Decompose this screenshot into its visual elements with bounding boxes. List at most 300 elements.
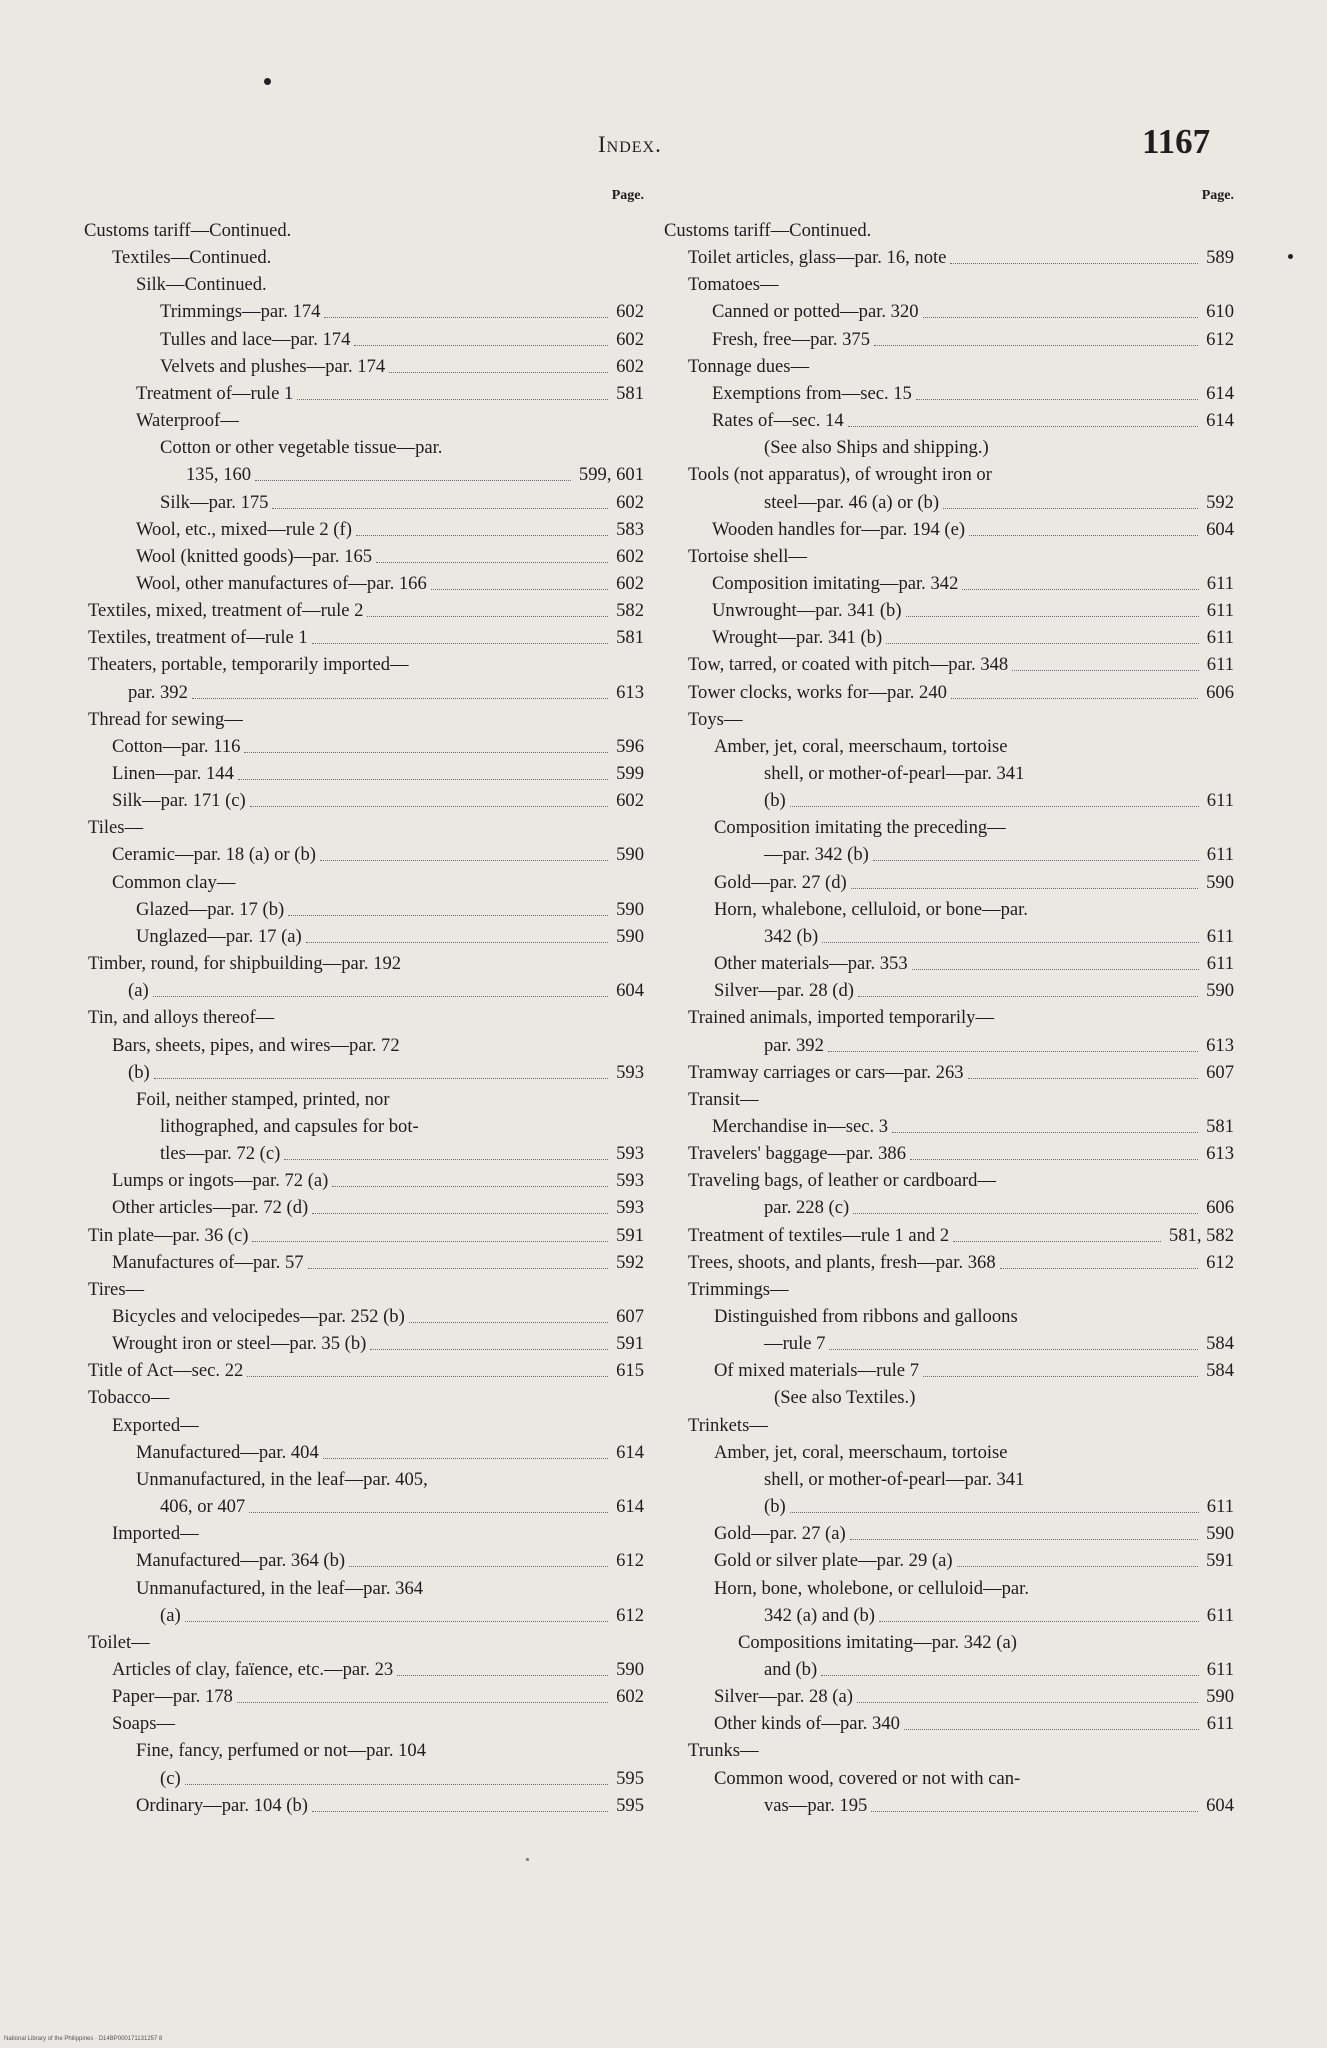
entry-text: Bicycles and velocipedes—par. 252 (b) <box>112 1306 405 1327</box>
entry-text: Silk—par. 175 <box>160 491 269 513</box>
entry-text: Tools (not apparatus), of wrought iron or <box>688 464 992 486</box>
index-entry <box>84 1440 644 1466</box>
index-entry <box>84 1087 644 1113</box>
entry-text: Tin, and alloys thereof— <box>88 1007 275 1029</box>
dot-leader <box>370 1349 608 1350</box>
entry-text: Wool, etc., mixed—rule 2 (f) <box>136 518 352 540</box>
entry-text: Linen—par. 144 <box>112 763 234 784</box>
dot-leader <box>154 1078 608 1079</box>
entry-page-number: 611 <box>1206 1604 1234 1626</box>
dot-leader <box>376 562 608 563</box>
index-entry <box>664 1657 1234 1683</box>
dot-leader <box>951 698 1198 699</box>
entry-text: Fine, fancy, perfumed or not—par. 104 <box>136 1740 427 1762</box>
index-entry <box>664 652 1234 678</box>
entry-page-number: 590 <box>616 898 644 920</box>
entry-text: Toilet— <box>88 1631 150 1653</box>
entry-page-number: 612 <box>616 1550 644 1572</box>
entry-text: Merchandise in—sec. 3 <box>712 1115 889 1137</box>
entry-text: par. 392 <box>128 681 188 703</box>
index-entry <box>664 1793 1234 1819</box>
entry-text: par. 228 (c) <box>764 1197 850 1219</box>
entry-text: Silk—Continued. <box>136 274 267 296</box>
entry-text: Ordinary—par. 104 (b) <box>136 1794 308 1816</box>
index-entry <box>664 327 1234 353</box>
index-entry <box>664 1304 1234 1330</box>
entry-text: Wrought iron or steel—par. 35 (b) <box>112 1333 367 1355</box>
stray-dot-mark <box>1288 254 1293 259</box>
entry-page-number: 610 <box>1206 301 1234 323</box>
entry-page-number: 602 <box>616 301 644 323</box>
entry-text: Composition imitating the preceding— <box>714 817 1006 839</box>
index-entry <box>664 1684 1234 1710</box>
dot-leader <box>349 1566 608 1567</box>
entry-text: Horn, bone, wholebone, or celluloid—par. <box>714 1577 1029 1599</box>
dot-leader <box>185 1784 608 1785</box>
entry-page-number: 595 <box>616 1767 644 1789</box>
entry-text: Unwrought—par. 341 (b) <box>712 600 902 622</box>
dot-leader <box>323 1458 608 1459</box>
entry-page-number: 611 <box>1206 925 1234 947</box>
entry-page-number: 614 <box>616 1441 644 1463</box>
dot-leader <box>886 643 1199 644</box>
entry-text: Tramway carriages or cars—par. 263 <box>688 1061 964 1083</box>
index-entry <box>84 788 644 814</box>
index-entry <box>664 1195 1234 1221</box>
index-entry <box>664 1033 1234 1059</box>
dot-leader <box>185 1621 608 1622</box>
entry-text: Foil, neither stamped, printed, nor <box>136 1088 390 1110</box>
index-entry <box>84 707 644 733</box>
dot-leader <box>247 1376 608 1377</box>
entry-page-number: 590 <box>1206 871 1234 893</box>
index-entry <box>664 1576 1234 1602</box>
dot-leader <box>848 426 1198 427</box>
left-page-label: Page. <box>611 188 644 203</box>
entry-text: Tonnage dues— <box>688 355 810 377</box>
index-entry <box>664 870 1234 896</box>
dot-leader <box>850 1539 1198 1540</box>
index-entry <box>84 598 644 624</box>
entry-text: Soaps— <box>112 1713 176 1735</box>
index-entry <box>84 978 644 1004</box>
index-entry <box>664 245 1234 271</box>
index-entry <box>84 1033 644 1059</box>
index-entry <box>84 435 644 461</box>
entry-page-number: 604 <box>616 980 644 1002</box>
dot-leader <box>969 535 1198 536</box>
index-entry <box>664 1358 1234 1384</box>
entry-text: Silver—par. 28 (a) <box>714 1686 853 1708</box>
entry-text: Wooden handles for—par. 194 (e) <box>712 518 966 540</box>
entry-page-number: 606 <box>1206 1197 1234 1219</box>
entry-text: Treatment of—rule 1 <box>136 382 294 404</box>
dot-leader <box>252 1241 608 1242</box>
entry-page-number: 583 <box>616 518 644 540</box>
entry-text: Unmanufactured, in the leaf—par. 405, <box>136 1468 428 1490</box>
entry-text: Canned or potted—par. 320 <box>712 301 919 323</box>
dot-leader <box>857 1702 1198 1703</box>
index-entry <box>664 354 1234 380</box>
dot-leader <box>238 779 608 780</box>
entry-page-number: 590 <box>1206 980 1234 1002</box>
index-entry <box>664 680 1234 706</box>
dot-leader <box>250 806 608 807</box>
index-entry <box>664 1005 1234 1031</box>
index-entry <box>84 272 644 298</box>
entry-page-number: 581, 582 <box>1168 1224 1234 1246</box>
index-entry <box>664 734 1234 760</box>
index-entry <box>84 490 644 516</box>
index-entry <box>84 462 644 488</box>
dot-leader <box>950 263 1198 264</box>
index-entry <box>84 544 644 570</box>
dot-leader <box>153 996 608 997</box>
entry-text: Wrought—par. 341 (b) <box>712 627 883 649</box>
entry-page-number: 613 <box>1206 1034 1234 1056</box>
entry-text: Glazed—par. 17 (b) <box>136 898 285 920</box>
entry-page-number: 591 <box>616 1224 644 1246</box>
entry-text: Trained animals, imported temporarily— <box>688 1007 995 1029</box>
entry-page-number: 593 <box>616 1143 644 1165</box>
dot-leader <box>324 317 608 318</box>
entry-page-number: 611 <box>1206 627 1234 649</box>
entry-text: —par. 342 (b) <box>764 844 869 866</box>
index-entry <box>84 1738 644 1764</box>
index-entry <box>664 924 1234 950</box>
dot-leader <box>904 1729 1199 1730</box>
entry-text: Wool (knitted goods)—par. 165 <box>136 545 373 567</box>
index-entry <box>84 924 644 950</box>
entry-text: Treatment of textiles—rule 1 and 2 <box>688 1224 950 1246</box>
entry-text: Gold—par. 27 (a) <box>714 1523 846 1545</box>
entry-page-number: 607 <box>616 1306 644 1327</box>
index-entry <box>84 327 644 353</box>
entry-text: Lumps or ingots—par. 72 (a) <box>112 1170 329 1192</box>
entry-page-number: 590 <box>616 844 644 866</box>
dot-leader <box>912 969 1199 970</box>
index-entry <box>84 1250 644 1276</box>
index-entry <box>664 435 1234 461</box>
index-entry <box>84 1657 644 1683</box>
entry-text: Unmanufactured, in the leaf—par. 364 <box>136 1577 424 1599</box>
entry-text: Rates of—sec. 14 <box>712 410 844 432</box>
entry-text: (a) <box>160 1604 181 1626</box>
entry-text: Composition imitating—par. 342 <box>712 572 959 594</box>
index-entry <box>664 1413 1234 1439</box>
entry-page-number: 602 <box>616 328 644 350</box>
index-entry <box>664 1548 1234 1574</box>
entry-text: and (b) <box>764 1658 818 1680</box>
entry-page-number: 611 <box>1206 790 1234 812</box>
entry-page-number: 602 <box>616 1686 644 1708</box>
index-entry <box>664 707 1234 733</box>
dot-leader <box>237 1702 608 1703</box>
entry-page-number: 602 <box>616 355 644 377</box>
dot-leader <box>879 1621 1199 1622</box>
entry-text: Unglazed—par. 17 (a) <box>136 925 302 947</box>
entry-text: Trimmings— <box>688 1278 789 1300</box>
dot-leader <box>962 589 1199 590</box>
index-entry <box>664 462 1234 488</box>
entry-text: Imported— <box>112 1523 199 1545</box>
entry-text: (b) <box>764 1496 786 1518</box>
index-entry <box>84 245 644 271</box>
entry-page-number: 611 <box>1206 1658 1234 1680</box>
dot-leader <box>892 1132 1198 1133</box>
entry-text: Amber, jet, coral, meerschaum, tortoise <box>714 1441 1008 1463</box>
entry-page-number: 581 <box>616 627 644 649</box>
dot-leader <box>968 1078 1198 1079</box>
index-entry <box>664 1494 1234 1520</box>
index-entry <box>84 1195 644 1221</box>
entry-page-number: 611 <box>1206 1496 1234 1518</box>
index-entry <box>664 1385 1234 1411</box>
entry-text: vas—par. 195 <box>764 1794 868 1816</box>
entry-text: Textiles, mixed, treatment of—rule 2 <box>88 600 364 622</box>
entry-text: Customs tariff—Continued. <box>664 220 872 241</box>
dot-leader <box>308 1268 608 1269</box>
entry-text: (c) <box>160 1767 181 1789</box>
speck-mark <box>526 1858 529 1861</box>
index-entry <box>664 598 1234 624</box>
entry-page-number: 590 <box>616 925 644 947</box>
entry-page-number: 602 <box>616 491 644 513</box>
index-entry <box>84 354 644 380</box>
index-entry <box>84 1603 644 1629</box>
index-entry <box>664 1738 1234 1764</box>
entry-text: 342 (a) and (b) <box>764 1604 875 1626</box>
entry-text: Manufactures of—par. 57 <box>112 1251 304 1273</box>
entry-text: Cotton—par. 116 <box>112 735 241 757</box>
index-entry <box>664 1603 1234 1629</box>
entry-page-number: 599 <box>616 763 644 784</box>
entry-text: Common clay— <box>112 871 236 893</box>
index-entry <box>84 1711 644 1737</box>
entry-text: Timber, round, for shipbuilding—par. 192 <box>88 953 402 975</box>
index-entry <box>664 517 1234 543</box>
index-entry <box>664 272 1234 298</box>
dot-leader <box>871 1811 1198 1812</box>
index-entry <box>84 1494 644 1520</box>
entry-text: Common wood, covered or not with can- <box>714 1767 1021 1789</box>
entry-text: Toys— <box>688 708 743 730</box>
index-entry <box>664 842 1234 868</box>
entry-page-number: 589 <box>1206 247 1234 269</box>
entry-page-number: 611 <box>1206 572 1234 594</box>
dot-leader <box>873 860 1199 861</box>
index-entry <box>84 1548 644 1574</box>
index-entry <box>84 1467 644 1493</box>
entry-text: 135, 160 <box>186 464 252 486</box>
index-entry <box>84 1576 644 1602</box>
entry-text: Cotton or other vegetable tissue—par. <box>160 437 443 459</box>
entry-text: Compositions imitating—par. 342 (a) <box>738 1631 1017 1653</box>
page-number: 1167 <box>1142 122 1211 161</box>
index-entry <box>664 1440 1234 1466</box>
index-entry <box>664 761 1234 787</box>
entry-page-number: 612 <box>1206 328 1234 350</box>
dot-leader <box>943 508 1198 509</box>
index-entry <box>664 544 1234 570</box>
dot-leader <box>790 1512 1199 1513</box>
entry-page-number: 591 <box>616 1333 644 1355</box>
dot-leader <box>397 1675 608 1676</box>
entry-page-number: 614 <box>616 1496 644 1518</box>
dot-leader <box>389 372 608 373</box>
entry-page-number: 590 <box>1206 1686 1234 1708</box>
dot-leader <box>906 616 1199 617</box>
entry-text: Trimmings—par. 174 <box>160 301 321 323</box>
entry-page-number: 611 <box>1206 953 1234 975</box>
entry-text: Title of Act—sec. 22 <box>88 1360 244 1382</box>
entry-page-number: 607 <box>1206 1061 1234 1083</box>
entry-text: Ceramic—par. 18 (a) or (b) <box>112 844 316 866</box>
entry-text: Other kinds of—par. 340 <box>714 1713 900 1735</box>
entry-text: shell, or mother-of-pearl—par. 341 <box>764 1468 1025 1490</box>
entry-text: Thread for sewing— <box>88 708 243 730</box>
index-entry <box>84 1385 644 1411</box>
entry-page-number: 613 <box>616 681 644 703</box>
entry-text: (b) <box>128 1061 150 1083</box>
entry-text: Trunks— <box>688 1740 759 1762</box>
dot-leader <box>249 1512 608 1513</box>
index-entry <box>84 1413 644 1439</box>
dot-leader <box>821 1675 1199 1676</box>
dot-leader <box>409 1322 608 1323</box>
entry-text: Other articles—par. 72 (d) <box>112 1197 309 1219</box>
entry-text: 406, or 407 <box>160 1496 246 1518</box>
index-entry <box>84 1304 644 1330</box>
dot-leader <box>923 1376 1198 1377</box>
entry-text: tles—par. 72 (c) <box>160 1143 281 1165</box>
index-entry <box>84 1684 644 1710</box>
entry-text: —rule 7 <box>764 1333 826 1355</box>
index-entry <box>664 1277 1234 1303</box>
dot-leader <box>332 1186 608 1187</box>
index-entry <box>664 1141 1234 1167</box>
dot-leader <box>910 1159 1198 1160</box>
index-entry <box>84 897 644 923</box>
entry-text: Trinkets— <box>688 1414 768 1436</box>
index-entry <box>664 1331 1234 1357</box>
entry-text: Tower clocks, works for—par. 240 <box>688 681 947 703</box>
dot-leader <box>288 915 608 916</box>
index-entry <box>664 1168 1234 1194</box>
dot-leader <box>851 888 1198 889</box>
right-page-label: Page. <box>1201 188 1234 203</box>
dot-leader <box>1012 670 1199 671</box>
entry-text: Gold—par. 27 (d) <box>714 871 847 893</box>
entry-page-number: 582 <box>616 600 644 622</box>
entry-page-number: 581 <box>1206 1115 1234 1137</box>
entry-page-number: 590 <box>1206 1523 1234 1545</box>
entry-page-number: 584 <box>1206 1360 1234 1382</box>
index-entry <box>664 490 1234 516</box>
index-entry <box>84 870 644 896</box>
entry-text: Manufactured—par. 404 <box>136 1441 319 1463</box>
dot-leader <box>957 1566 1198 1567</box>
index-entry <box>664 299 1234 325</box>
dot-leader <box>858 996 1198 997</box>
index-entry <box>84 571 644 597</box>
entry-text: Textiles, treatment of—rule 1 <box>88 627 308 649</box>
entry-text: Tin plate—par. 36 (c) <box>88 1224 249 1246</box>
index-entry <box>84 1358 644 1384</box>
index-entry <box>664 1087 1234 1113</box>
dot-leader <box>354 345 608 346</box>
stray-dot-mark <box>264 78 271 85</box>
entry-page-number: 599, 601 <box>578 464 644 486</box>
entry-text: Articles of clay, faïence, etc.—par. 23 <box>112 1658 394 1680</box>
entry-text: Silver—par. 28 (d) <box>714 980 854 1002</box>
entry-text: Tulles and lace—par. 174 <box>160 328 351 350</box>
index-entry <box>84 1521 644 1547</box>
entry-page-number: 596 <box>616 735 644 757</box>
entry-text: Travelers' baggage—par. 386 <box>688 1143 906 1165</box>
entry-page-number: 584 <box>1206 1333 1234 1355</box>
dot-leader <box>953 1241 1161 1242</box>
entry-page-number: 612 <box>1206 1251 1234 1273</box>
index-entry <box>664 1630 1234 1656</box>
index-entry <box>664 625 1234 651</box>
entry-page-number: 612 <box>616 1604 644 1626</box>
entry-text: Textiles—Continued. <box>112 247 272 269</box>
dot-leader <box>312 643 608 644</box>
dot-leader <box>192 698 608 699</box>
index-entry <box>664 218 1234 244</box>
index-entry <box>84 842 644 868</box>
index-entry <box>664 951 1234 977</box>
index-entry <box>664 897 1234 923</box>
index-entry <box>84 299 644 325</box>
entry-text: Gold or silver plate—par. 29 (a) <box>714 1550 953 1572</box>
dot-leader <box>312 1811 608 1812</box>
dot-leader <box>312 1213 608 1214</box>
index-entry <box>84 1005 644 1031</box>
entry-page-number: 611 <box>1206 600 1234 622</box>
index-entry <box>664 978 1234 1004</box>
entry-text: Tortoise shell— <box>688 545 808 567</box>
index-entry <box>664 788 1234 814</box>
entry-page-number: 602 <box>616 545 644 567</box>
entry-page-number: 593 <box>616 1170 644 1192</box>
dot-leader <box>916 399 1198 400</box>
dot-leader <box>853 1213 1198 1214</box>
entry-text: Manufactured—par. 364 (b) <box>136 1550 346 1572</box>
entry-page-number: 593 <box>616 1061 644 1083</box>
index-entry <box>84 1114 644 1140</box>
dot-leader <box>874 345 1198 346</box>
entry-page-number: 606 <box>1206 681 1234 703</box>
index-entry <box>84 1277 644 1303</box>
entry-page-number: 595 <box>616 1794 644 1816</box>
entry-page-number: 615 <box>616 1360 644 1382</box>
dot-leader <box>790 806 1199 807</box>
entry-text: Fresh, free—par. 375 <box>712 328 871 350</box>
entry-text: Horn, whalebone, celluloid, or bone—par. <box>714 898 1028 920</box>
entry-text: Tow, tarred, or coated with pitch—par. 348 <box>688 654 1009 676</box>
entry-page-number: 614 <box>1206 382 1234 404</box>
dot-leader <box>244 752 608 753</box>
index-entry <box>84 1168 644 1194</box>
index-entry <box>84 951 644 977</box>
index-entry <box>84 381 644 407</box>
index-entry <box>664 381 1234 407</box>
entry-page-number: 592 <box>1206 491 1234 513</box>
entry-page-number: 611 <box>1206 654 1234 676</box>
entry-text: Silk—par. 171 (c) <box>112 790 246 812</box>
